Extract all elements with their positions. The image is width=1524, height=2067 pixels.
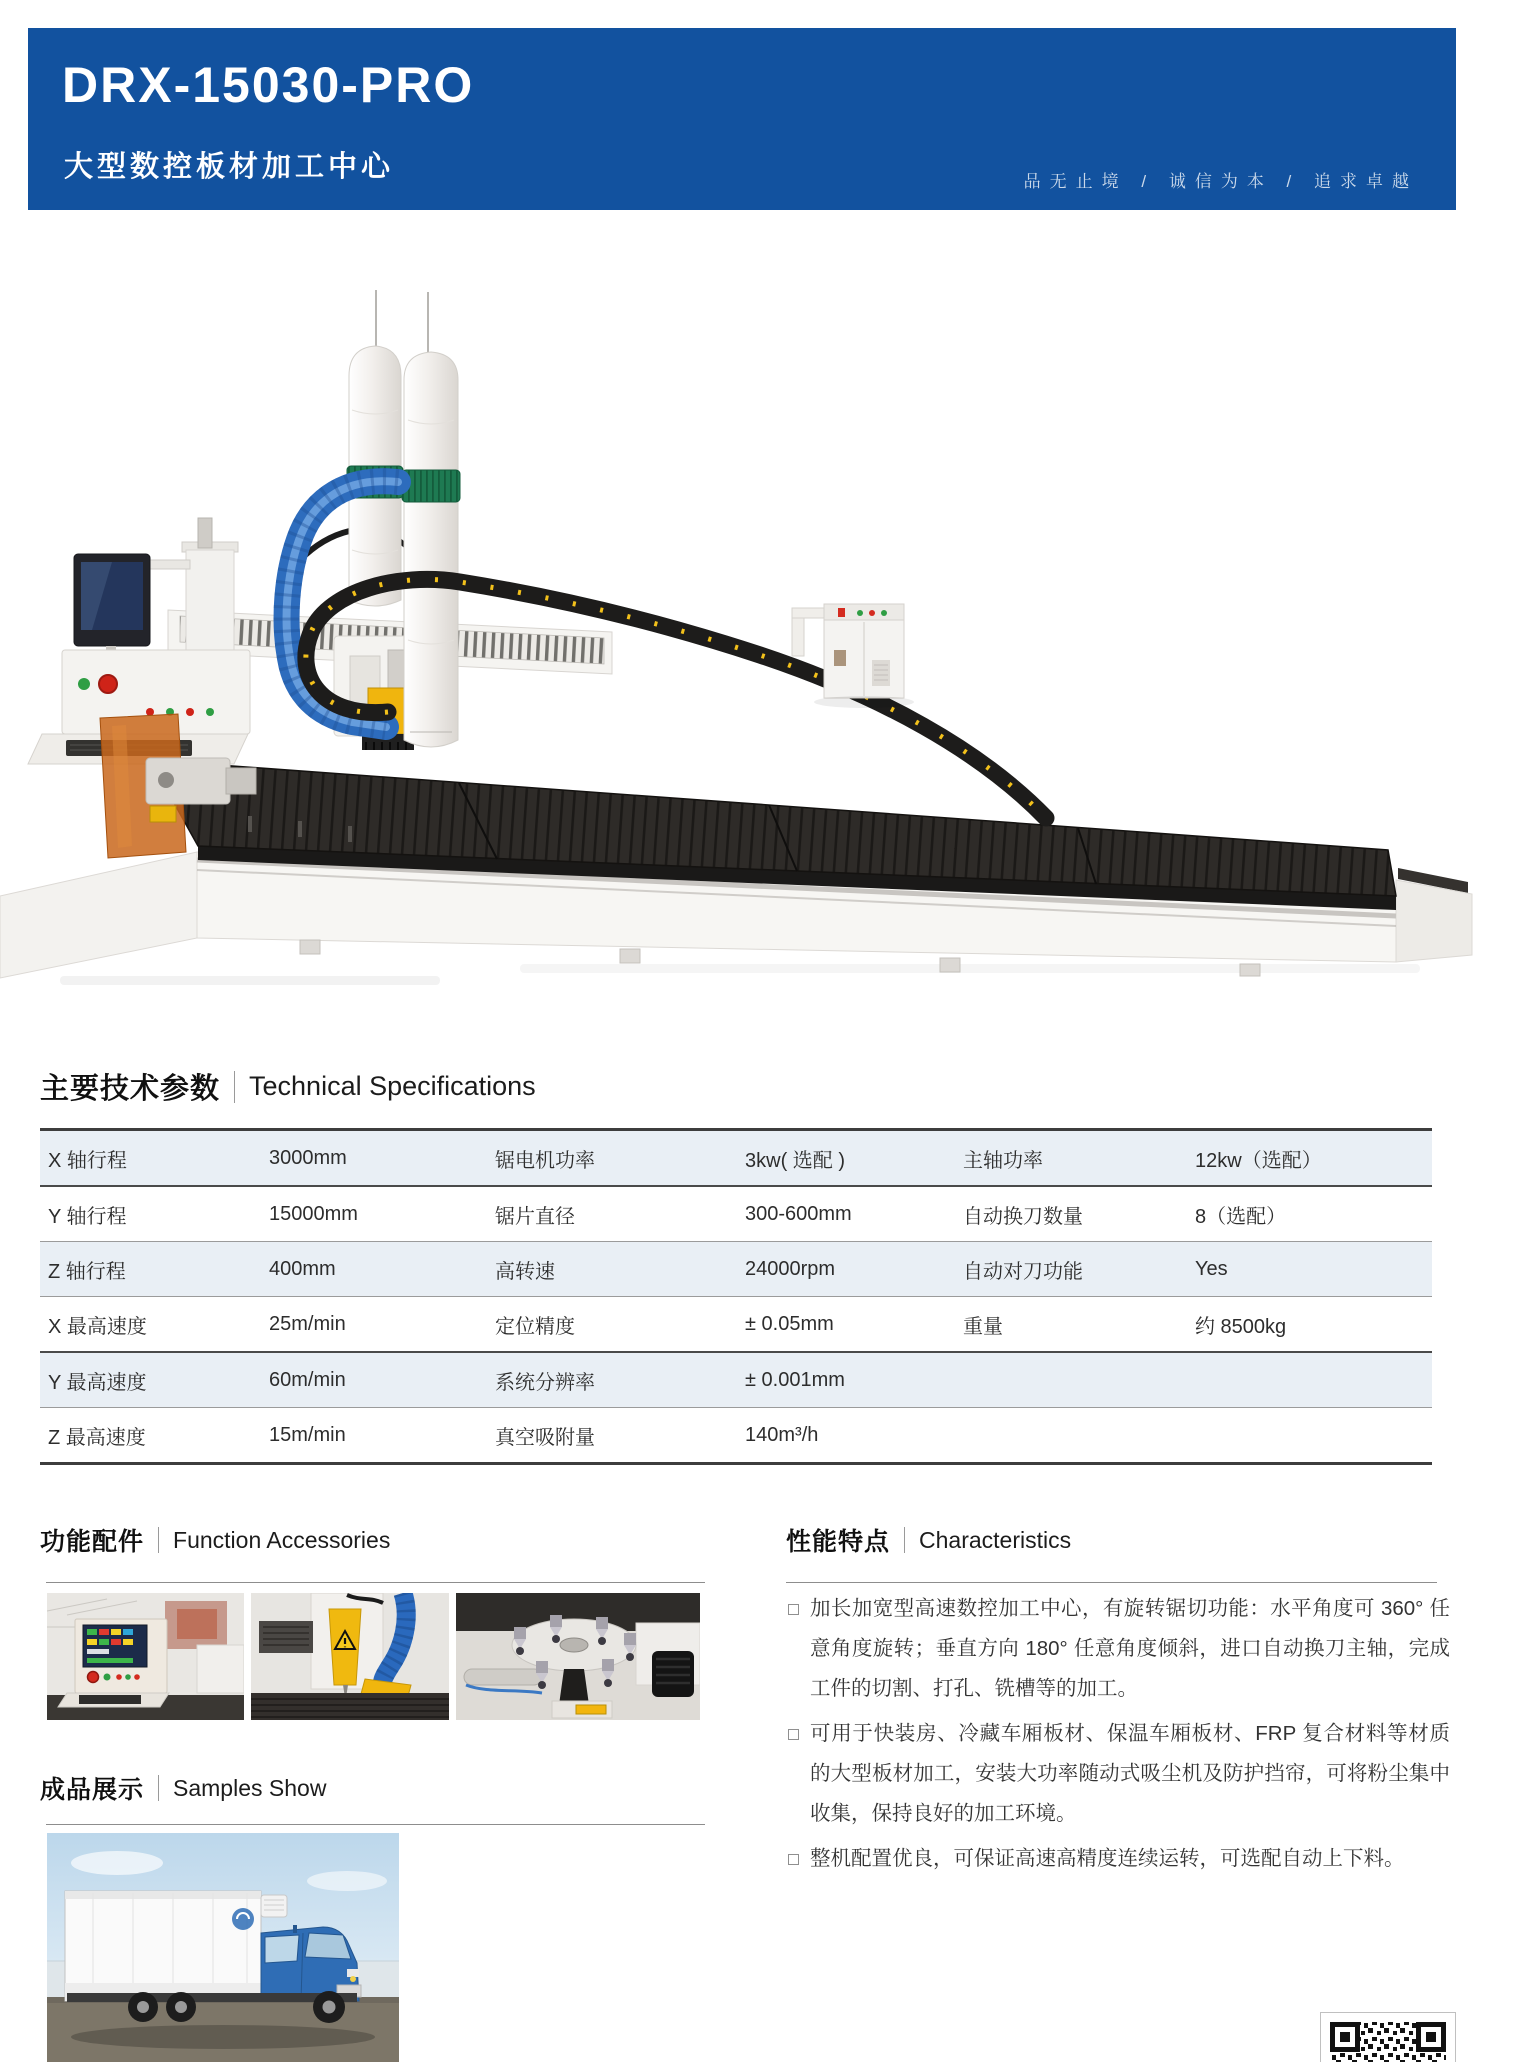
spindle-dust-hood-photo	[251, 1593, 449, 1725]
emergency-stop-button	[99, 675, 117, 693]
accessories-title-en: Function Accessories	[173, 1526, 391, 1553]
qr-code	[1320, 2012, 1456, 2062]
shadow	[520, 964, 1420, 973]
spec-label: 自动换刀数量	[963, 1205, 1083, 1228]
spec-label: 定位精度	[495, 1315, 575, 1338]
characteristics-title-zh: 性能特点	[786, 1528, 891, 1556]
spec-value: 300-600mm	[745, 1202, 852, 1225]
spec-table	[40, 1128, 1432, 1465]
spec-value: 24000rpm	[745, 1257, 836, 1280]
accessories-heading	[40, 1522, 390, 1558]
spec-label: X 最高速度	[48, 1315, 147, 1338]
spec-value: 400mm	[269, 1257, 336, 1280]
section-rule	[46, 1824, 705, 1825]
cnc-machine-photo	[0, 220, 1524, 1070]
samples-title-zh: 成品展示	[40, 1776, 145, 1804]
spec-label: X 轴行程	[48, 1149, 127, 1172]
spec-value: 约 8500kg	[1195, 1315, 1287, 1338]
spec-label: Y 最高速度	[48, 1371, 147, 1394]
title-divider	[904, 1527, 905, 1553]
table-row	[40, 1241, 1432, 1296]
spec-label: 自动对刀功能	[963, 1260, 1083, 1283]
spec-value: Yes	[1195, 1257, 1228, 1280]
spec-label: 锯片直径	[495, 1205, 575, 1228]
spec-value: 60m/min	[269, 1368, 346, 1391]
spec-value: 15m/min	[269, 1423, 346, 1446]
spec-label: 高转速	[495, 1260, 555, 1283]
spec-label: 主轴功率	[963, 1149, 1043, 1172]
table-row	[40, 1185, 1432, 1241]
control-cabinet	[792, 604, 914, 708]
characteristics-list	[788, 1589, 1450, 1884]
specs-title-en: Technical Specifications	[249, 1071, 536, 1101]
accessories-title-zh: 功能配件	[40, 1528, 145, 1556]
spec-label: 重量	[963, 1315, 1003, 1338]
tool-magazine-photo	[456, 1593, 700, 1725]
spec-value: 15000mm	[269, 1202, 358, 1225]
spec-value: ± 0.001mm	[745, 1368, 845, 1391]
bullet-text: 整机配置优良，可保证高速高精度连续运转，可选配自动上下料。	[810, 1847, 1405, 1870]
box-body	[65, 1891, 287, 2001]
section-rule	[46, 1582, 705, 1583]
spec-label: Z 最高速度	[48, 1426, 146, 1449]
spec-value: 12kw（选配）	[1195, 1149, 1322, 1172]
spec-label: Y 轴行程	[48, 1205, 127, 1228]
control-panel-photo	[47, 1593, 244, 1725]
title-divider	[234, 1071, 235, 1103]
table-row	[40, 1351, 1432, 1407]
spec-label: Z 轴行程	[48, 1260, 126, 1283]
samples-title-en: Samples Show	[173, 1774, 327, 1801]
bullet-square-icon	[788, 1729, 799, 1740]
shadow	[60, 976, 440, 985]
spec-value: 3000mm	[269, 1146, 347, 1169]
brand-tagline: 品无止境 / 诚信为本 / 追求卓越	[1023, 172, 1418, 191]
specs-title-zh: 主要技术参数	[40, 1073, 221, 1105]
accessory-photos	[47, 1593, 700, 1725]
specs-heading	[40, 1066, 536, 1107]
list-item	[788, 1714, 1450, 1834]
table-row	[40, 1131, 1432, 1185]
spec-value: 140m³/h	[745, 1423, 819, 1446]
model-subtitle: 大型数控板材加工中心	[64, 151, 395, 183]
model-title: DRX-15030-PRO	[62, 57, 475, 113]
spec-value: ± 0.05mm	[745, 1312, 834, 1335]
spec-value: 3kw( 选配 )	[745, 1149, 845, 1172]
table-row	[40, 1296, 1432, 1351]
spec-label: 锯电机功率	[495, 1149, 595, 1172]
bullet-text: 可用于快装房、冷藏车厢板材、保温车厢板材、FRP 复合材料等材质的大型板材加工，安装大功率随动式吸尘机及防护挡帘，可将粉尘集中收集，保持良好的加工环境。	[810, 1722, 1450, 1825]
characteristics-heading	[786, 1522, 1071, 1558]
title-divider	[158, 1527, 159, 1553]
samples-heading	[40, 1770, 326, 1806]
list-item	[788, 1589, 1450, 1709]
box-truck-photo	[47, 1833, 399, 2062]
spec-value: 25m/min	[269, 1312, 346, 1335]
table-row	[40, 1407, 1432, 1462]
title-divider	[158, 1775, 159, 1801]
bullet-square-icon	[788, 1854, 799, 1865]
section-rule	[786, 1582, 1437, 1583]
list-item	[788, 1839, 1450, 1879]
spec-value: 8（选配）	[1195, 1205, 1287, 1228]
spec-label: 真空吸附量	[495, 1426, 595, 1449]
spec-label: 系统分辨率	[495, 1371, 595, 1394]
bullet-text: 加长加宽型高速数控加工中心，有旋转锯切功能：水平角度可 360° 任意角度旋转；垂直方向 180° 任意角度倾斜，进口自动换刀主轴，完成工件的切割、打孔、铣槽等的加工。	[810, 1597, 1450, 1700]
bullet-square-icon	[788, 1604, 799, 1615]
characteristics-title-en: Characteristics	[919, 1526, 1072, 1553]
header-banner	[28, 28, 1456, 210]
